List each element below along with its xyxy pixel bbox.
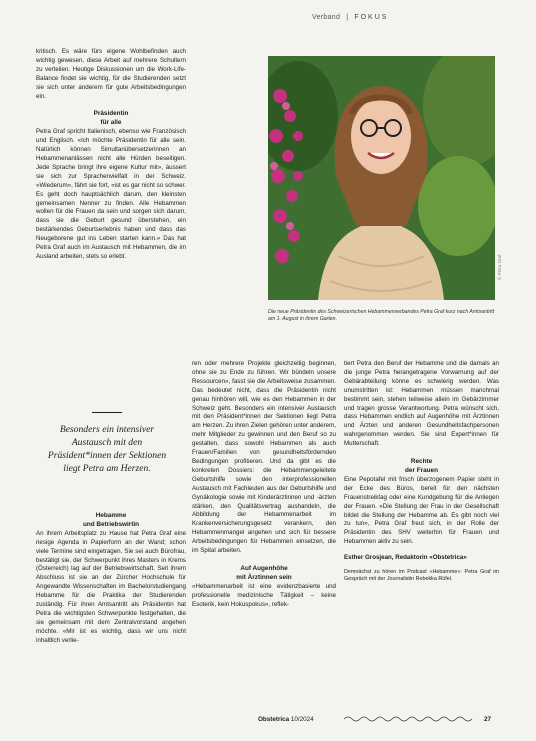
photo-caption: Die neue Präsidentin des Schweizerischen Hebammenverbandes Petra Graf kurz nach Amtsantritt am 1. August in ihrem Garten. [268, 309, 495, 322]
subhead-line: Hebamme [95, 512, 127, 519]
pull-quote-text: Besonders ein intensiver Austausch mit den Präsident*innen der Sektionen liegt Petra am Herzen. [47, 424, 167, 474]
subhead-womens-rights [344, 458, 499, 476]
subhead-line: Rechte [410, 458, 433, 466]
page-header [312, 14, 388, 21]
body-paragraph: tiert Petra den Beruf der Hebamme und die damals an die junge Petra herangetragene Vorwarnung auf der Gebärabteilung könne es schwierig werden. Was unumstritten ist: Hebammen müssen manchmal bestimmt sein, stehen teilweise allein im Gebärzimmer und tragen grosse Verantwortung. Petra wünscht sich, dass Hebammen endlich auf Augenhöhe mit Ärztinnen und Ärzten und anderen Gesundheitsfachpersonen wahrgenommen werden. Sie sind Expert*innen für Mutterschaft. [344, 360, 499, 448]
section-label: Verband [312, 14, 341, 21]
portrait-illustration [268, 56, 495, 300]
column-3 [344, 360, 499, 583]
subhead-line: mit Ärztinnen sein [236, 573, 292, 581]
footer-brand: Obstetrica [258, 716, 290, 723]
subhead-line: für alle [100, 119, 122, 127]
column-1-bottom [36, 512, 186, 646]
subhead-midwife [36, 512, 186, 530]
subhead-line: der Frauen [404, 466, 439, 474]
subhead-eye-level [192, 565, 336, 583]
podcast-note: Demnächst zu hören im Podcast «Hebamme»: Petra Graf im Gespräch mit der Journalistin Rebekka Rüfel. [344, 569, 499, 583]
pull-quote [40, 412, 174, 475]
subhead-line: und Betriebswirtin [82, 520, 140, 528]
body-paragraph: An ihrem Arbeitsplatz zu Hause hat Petra Graf eine riesige Agenda in Papierform an der Wand; schon viele Termine sind eingetragen. Sie sei auch Bürofrau, bestätigt sie, der Schwerpunkt ihres Masters in Krems (Österreich) lag auf der Betriebswirtschaft. Seit ihrem Abschluss ist sie an der Zürcher Hochschule für Angewandte Wissenschaften im Bachelorstudiengang Hebamme für die Praktika der Studierenden zuständig. Für ihren Amtsantritt als Präsidentin hat Petra die wichtigsten Schwerpunkte festgehalten, die sie gemeinsam mit dem Zentralvorstand angehen möchte. «Mir ist es wichtig, dass wir uns nicht inhaltlich verlie- [36, 529, 186, 644]
decorative-wave [344, 714, 476, 724]
topic-label: FOKUS [354, 14, 389, 21]
photo-credit: © Petra Graf [497, 254, 502, 280]
subhead-president [36, 110, 186, 128]
subhead-line: Präsidentin [93, 110, 129, 118]
subhead-line: Auf Augenhöhe [240, 564, 288, 572]
footer-issue-number: 10/2024 [290, 716, 314, 723]
intro-paragraph: kritisch. Es wäre fürs eigene Wohlbefinden auch wichtig gewesen, diese Arbeit auf mehrere Schultern zu verteilen. Heutige Diskussionen um die Work-Life-Balance findet sie wichtig, für die Studierenden setzt sie sich unter anderem für gute Arbeitsbedingungen ein. [36, 48, 186, 100]
body-paragraph: ren oder mehrere Projekte gleichzeitig beginnen, ohne sie zu Ende zu führen. Wir bündeln unsere Ressourcen», fasst sie die Arbeitsweise zusammen. Das bedeutet nicht, dass die Präsidentin nicht genau hinhören will, wie es den Hebammen in der Schweiz geht. Besonders ein intensiver Austausch mit den Präsident*innen der Sektionen liegt Petra am Herzen. Zu ihren Zielen gehören unter anderem, mehr Mitglieder zu gewinnen und den Beruf so zu gestalten, dass sowohl Hebammen als auch Frauen/Familien von gesundheitsfördernden Bedingungen profitieren. Und da gibt es die konkreten Dossiers: die Hebammengeleitete Geburtshilfe sowie den interprofessionellen Austausch mit Fachleuten aus der Geburtshilfe und Gynäkologie sowie mit Kinderärztinnen und -ärzten stärken, den Qualitätsvertrag aushandeln, die Abbildung der Hebammenarbeit im Krankenversicherungsgesetz verankern, den Hebammenmangel angehen und sich für bessere Arbeitsbedingungen für Hebammen einsetzen, die im Spital arbeiten. [192, 360, 336, 555]
body-paragraph: Petra Graf spricht Italienisch, ebenso wie Französisch und Englisch. «Ich möchte Präsidentin für alle sein. Natürlich können Simultanübersetzerinnen an Hebammenanlässen nicht alle Hürden beseitigen. Jede Sprache bringt ihre eigene Kultur mit», äussert sie sich zur Sprachenvielfalt in der Schweiz. «Wiederum», fährt sie fort, «ist es gar nicht so schwer. Es geht doch hauptsächlich darum, den kleinsten gemeinsamen Nenner zu finden. Alle Hebammen wollen für die Frauen da sein und sorgen sich darum, dass sie die Geburt gesund überstehen, ein bestärkendes Geburtserlebnis haben und dass das Neugeborene gut ins Leben starten kann.» Das hat Petra Graf auch im Austausch mit Hebammen, die im Ausland arbeiten, stets so erlebt. [36, 128, 186, 260]
header-separator: | [346, 14, 349, 21]
column-1-top [36, 48, 186, 262]
column-2 [192, 360, 336, 609]
portrait-photo [268, 56, 495, 300]
pull-quote-rule [92, 412, 122, 413]
body-paragraph: Eine Pepotafel mit frisch überzogenem Papier steht in der Ecke des Büros, bereit für den nächsten Frauenstreiktag oder eine Kundgebung für die Anliegen der Frauen. «Die Stellung der Frau in der Gesellschaft bildet die Stellung der Hebamme ab. Es gibt noch viel zu tun», Petra Graf freut sich, in der Rolle der Präsidentin des SHV weiterhin für Frauen und Hebammen aktiv zu sein. [344, 475, 499, 546]
page-number: 27 [484, 716, 492, 723]
footer-issue [258, 716, 314, 723]
author-byline: Esther Grosjean, Redaktorin «Obstetrica» [344, 554, 467, 562]
body-paragraph: «Hebammenarbeit ist eine evidenzbasierte und professionelle medizinische Tätigkeit – keine Esoterik, kein Hokuspokus», reflek- [192, 582, 336, 608]
